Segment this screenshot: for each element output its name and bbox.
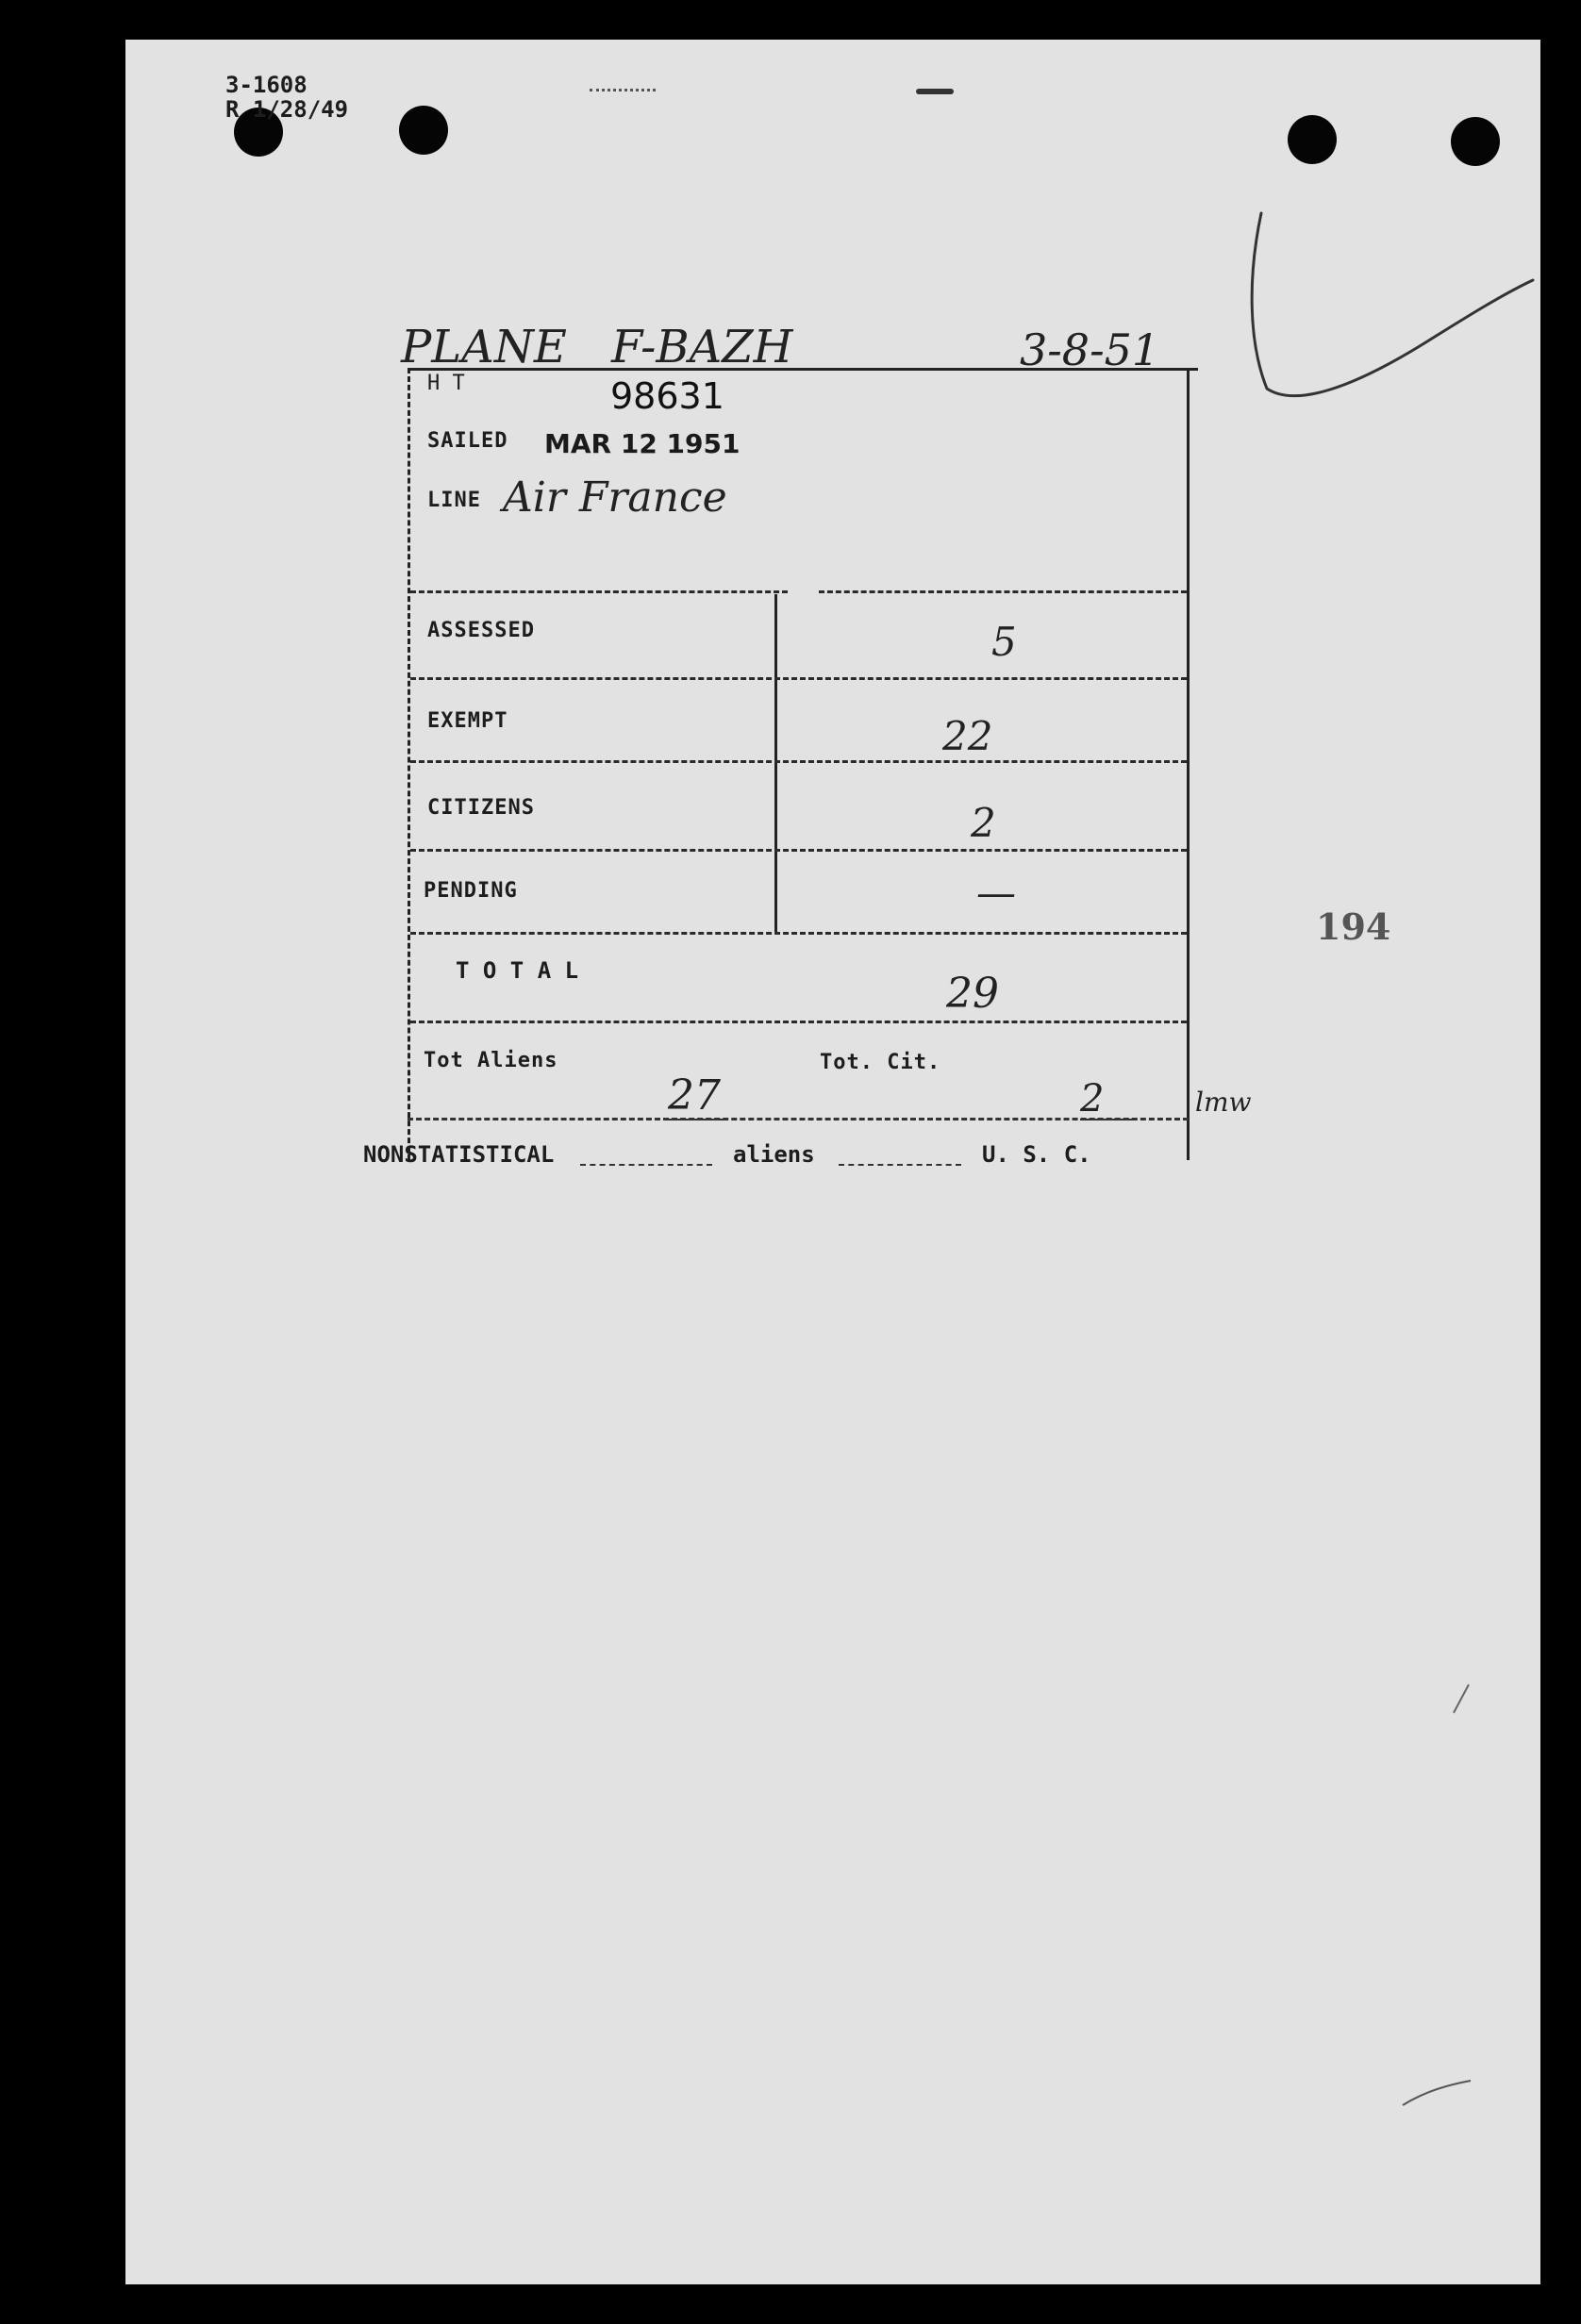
stray-mark: [1446, 1681, 1474, 1718]
nonstatistical-label: NONSTATISTICAL: [363, 1141, 555, 1168]
total-value: 29: [946, 970, 999, 1018]
ht-number: 98631: [610, 375, 724, 417]
row-divider: [410, 760, 1187, 763]
total-label: T O T A L: [456, 957, 579, 984]
stray-mark: [1399, 2077, 1474, 2115]
tot-cit-label: Tot. Cit.: [820, 1051, 941, 1074]
tot-aliens-label: Tot Aliens: [424, 1049, 558, 1072]
pending-label: PENDING: [424, 879, 518, 903]
form-number: 3-1608: [225, 72, 308, 98]
row-divider: [410, 677, 1187, 680]
punch-hole: [399, 106, 448, 155]
form-bottom-border: [408, 1118, 1189, 1120]
plane-label: PLANE: [401, 321, 567, 374]
row-divider: [410, 1021, 1187, 1023]
document-page: [125, 40, 1540, 2284]
handwritten-date: 3-8-51: [1020, 324, 1160, 375]
form-top-border: [408, 368, 1198, 371]
aliens-label: aliens: [733, 1141, 815, 1168]
assessed-value: 5: [991, 619, 1017, 665]
tot-aliens-value: 27: [668, 1071, 721, 1120]
punch-hole: [1451, 117, 1500, 166]
smudge-mark: [916, 89, 954, 94]
tot-cit-value: 2: [1080, 1077, 1105, 1120]
sailed-label: SAILED: [427, 429, 508, 453]
row-divider: [410, 590, 788, 593]
plane-id: F-BAZH: [611, 321, 793, 374]
blank-line: [580, 1164, 712, 1166]
column-divider: [774, 594, 777, 932]
ht-label: H T: [427, 372, 465, 395]
blank-line: [839, 1164, 961, 1166]
assessed-label: ASSESSED: [427, 619, 535, 642]
exempt-label: EXEMPT: [427, 709, 508, 733]
exempt-value: 22: [942, 713, 993, 759]
row-divider: [410, 932, 1187, 935]
citizens-value: 2: [971, 800, 996, 846]
row-divider: [410, 849, 1187, 852]
pending-value: —: [976, 870, 1016, 916]
punch-hole: [1288, 115, 1337, 164]
sailed-date-stamp: MAR 12 1951: [544, 428, 741, 459]
smudge-mark: [590, 89, 656, 91]
line-value: Air France: [503, 473, 727, 522]
row-divider: [819, 590, 1187, 593]
page-number: 194: [1316, 905, 1391, 948]
line-label: LINE: [427, 489, 481, 512]
form-left-border: [408, 368, 410, 1160]
form-revision: R 1/28/49: [225, 96, 349, 123]
form-right-border: [1187, 368, 1190, 1160]
initials: lmw: [1195, 1087, 1252, 1118]
citizens-label: CITIZENS: [427, 796, 535, 820]
check-mark-icon: [1239, 172, 1540, 417]
usc-label: U. S. C.: [982, 1141, 1091, 1168]
